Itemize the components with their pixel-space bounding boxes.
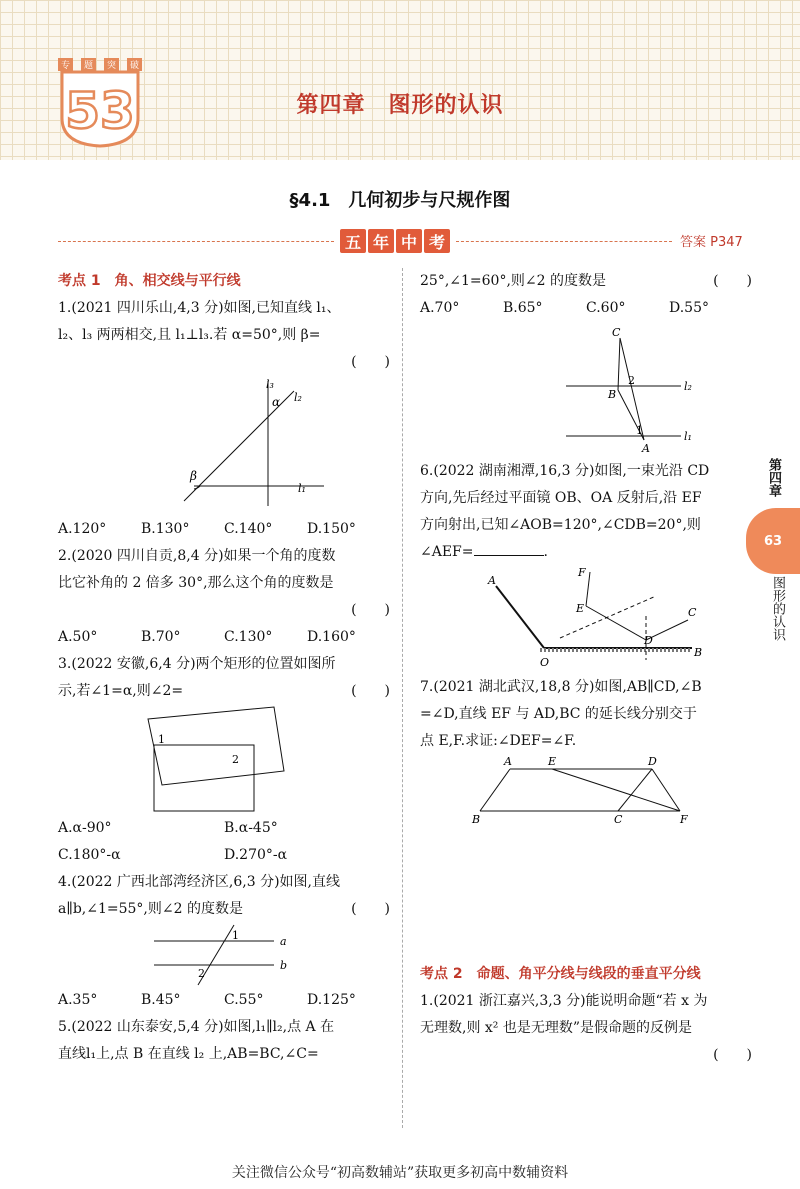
logo-tag: 题 (81, 58, 96, 71)
option: B.45° (141, 992, 181, 1008)
question-text: 2.(2020 四川自贡,8,4 分)如果一个角的度数 (58, 548, 336, 564)
ribbon-char: 中 (396, 229, 422, 253)
option: A.70° (420, 300, 460, 316)
question-text: 4.(2022 广西北部湾经济区,6,3 分)如图,直线 (58, 874, 340, 890)
question-text: 无理数,则 x² 也是无理数”是假命题的反例是 (420, 1020, 693, 1036)
answer-blank (474, 541, 544, 556)
label: B (608, 388, 617, 401)
label: 1 (232, 929, 239, 942)
logo-number: 53 (65, 82, 135, 140)
label: C (688, 606, 697, 619)
question-text: a∥b,∠1=55°,则∠2 的度数是 (58, 901, 243, 917)
answer-bracket: ( ) (351, 901, 390, 917)
label: l₂ (684, 380, 692, 393)
option: B.130° (141, 521, 190, 537)
question-text: ∠AEF= (420, 544, 474, 560)
spacer (420, 825, 752, 961)
label: C (614, 813, 623, 825)
question-text: 直线l₁上,点 B 在直线 l₂ 上,AB=BC,∠C= (58, 1046, 319, 1062)
logo-tag: 专 (58, 58, 73, 71)
label: 2 (232, 753, 239, 766)
option: B.65° (503, 300, 543, 316)
options (58, 815, 390, 842)
question-text: 1.(2021 四川乐山,4,3 分)如图,已知直线 l₁、 (58, 300, 341, 316)
figure-q6 (466, 566, 706, 674)
question-text: 3.(2022 安徽,6,4 分)两个矩形的位置如图所 (58, 656, 336, 672)
figure-q7 (466, 755, 706, 825)
label: a (280, 935, 287, 948)
options (420, 295, 752, 322)
label: A (488, 574, 496, 587)
label: l₁ (298, 482, 306, 495)
chapter-title: 第四章 图形的认识 (296, 93, 504, 118)
figure-q4 (124, 923, 324, 987)
question-text: 方向射出,已知∠AOB=120°,∠CDB=20°,则 (420, 517, 701, 533)
label: B (472, 813, 481, 825)
question-text: 7.(2021 湖北武汉,18,8 分)如图,AB∥CD,∠B (420, 679, 702, 695)
options (58, 987, 390, 1014)
option: B.70° (141, 629, 181, 645)
label: E (576, 602, 585, 615)
label: E (548, 755, 557, 768)
label: l₂ (294, 391, 302, 404)
figure-q5 (466, 322, 706, 458)
label: 1 (158, 733, 165, 746)
label: A (504, 755, 512, 768)
topic-heading: 考点 1 角、相交线与平行线 (58, 273, 241, 289)
label: l₁ (684, 430, 692, 443)
answer-bracket: ( ) (351, 602, 390, 618)
option: D.125° (307, 992, 356, 1008)
question-text: 比它补角的 2 倍多 30°,那么这个角的度数是 (58, 575, 334, 591)
side-topic: 图形的认识 (770, 576, 785, 641)
label: C (612, 326, 621, 339)
label: F (680, 813, 688, 825)
topic-heading: 考点 2 命题、角平分线与线段的垂直平分线 (420, 966, 701, 982)
option: D.150° (307, 521, 356, 537)
label: O (540, 656, 550, 669)
ribbon-char: 年 (368, 229, 394, 253)
label: D (644, 634, 653, 647)
answer-bracket: ( ) (713, 273, 752, 289)
answer-bracket: ( ) (351, 683, 390, 699)
label: 2 (628, 374, 635, 387)
ribbon-char: 考 (424, 229, 450, 253)
question-text: =∠D,直线 EF 与 AD,BC 的延长线分别交于 (420, 706, 697, 722)
left-column (58, 268, 390, 1068)
label: l₃ (266, 378, 274, 391)
question-text: 25°,∠1=60°,则∠2 的度数是 (420, 273, 606, 289)
question-text: 方向,先后经过平面镜 OB、OA 反射后,沿 EF (420, 490, 702, 506)
ribbon-five-year-exam (340, 229, 450, 253)
option: D.55° (669, 300, 709, 316)
label: 1 (636, 424, 643, 437)
column-divider (402, 268, 403, 1128)
answer-bracket: ( ) (351, 354, 390, 370)
options (58, 842, 390, 869)
page-number: 63 (746, 508, 800, 574)
logo-tags (58, 58, 142, 71)
right-column (420, 268, 752, 1069)
question-text: 6.(2022 湖南湘潭,16,3 分)如图,一束光沿 CD (420, 463, 710, 479)
divider-line (456, 241, 672, 242)
option: A.50° (58, 629, 98, 645)
option: C.180°-α (58, 847, 121, 863)
option: D.270°-α (224, 847, 288, 863)
label: A (642, 442, 650, 455)
option: C.55° (224, 992, 264, 1008)
question-text: ∠AEF= . (420, 539, 752, 566)
question-text: 点 E,F.求证:∠DEF=∠F. (420, 733, 577, 749)
chapter-side-tab (758, 440, 800, 820)
figure-q1 (124, 376, 324, 516)
figure-q3 (124, 705, 324, 815)
option: C.130° (224, 629, 273, 645)
divider-line (58, 241, 334, 242)
answer-bracket: ( ) (713, 1047, 752, 1063)
option: A.120° (58, 521, 107, 537)
question-text: 1.(2021 浙江嘉兴,3,3 分)能说明命题“若 x 为 (420, 993, 708, 1009)
side-chapter: 第四章 (766, 458, 781, 497)
label: 2 (198, 967, 205, 980)
option: A.α-90° (58, 820, 112, 836)
question-text: l₂、l₃ 两两相交,且 l₁⊥l₃.若 α=50°,则 β= (58, 327, 321, 343)
option: D.160° (307, 629, 356, 645)
option: C.60° (586, 300, 626, 316)
logo-tag: 突 (104, 58, 119, 71)
label: F (578, 566, 586, 579)
label: D (648, 755, 657, 768)
option: B.α-45° (224, 820, 278, 836)
question-text: 5.(2022 山东泰安,5,4 分)如图,l₁∥l₂,点 A 在 (58, 1019, 335, 1035)
label: B (694, 646, 703, 659)
options (58, 624, 390, 651)
ribbon-char: 五 (340, 229, 366, 253)
label: α (272, 395, 281, 409)
footer-note: 关注微信公众号“初高数辅站”获取更多初高中数辅资料 (231, 1165, 569, 1181)
question-text: 示,若∠1=α,则∠2= (58, 683, 184, 699)
options (58, 516, 390, 543)
option: C.140° (224, 521, 273, 537)
label: b (280, 959, 288, 972)
section-title: §4.1 几何初步与尺规作图 (289, 190, 511, 211)
label: β (190, 469, 197, 483)
logo-tag: 破 (127, 58, 142, 71)
answer-reference: 答案 P347 (680, 235, 743, 250)
option: A.35° (58, 992, 98, 1008)
